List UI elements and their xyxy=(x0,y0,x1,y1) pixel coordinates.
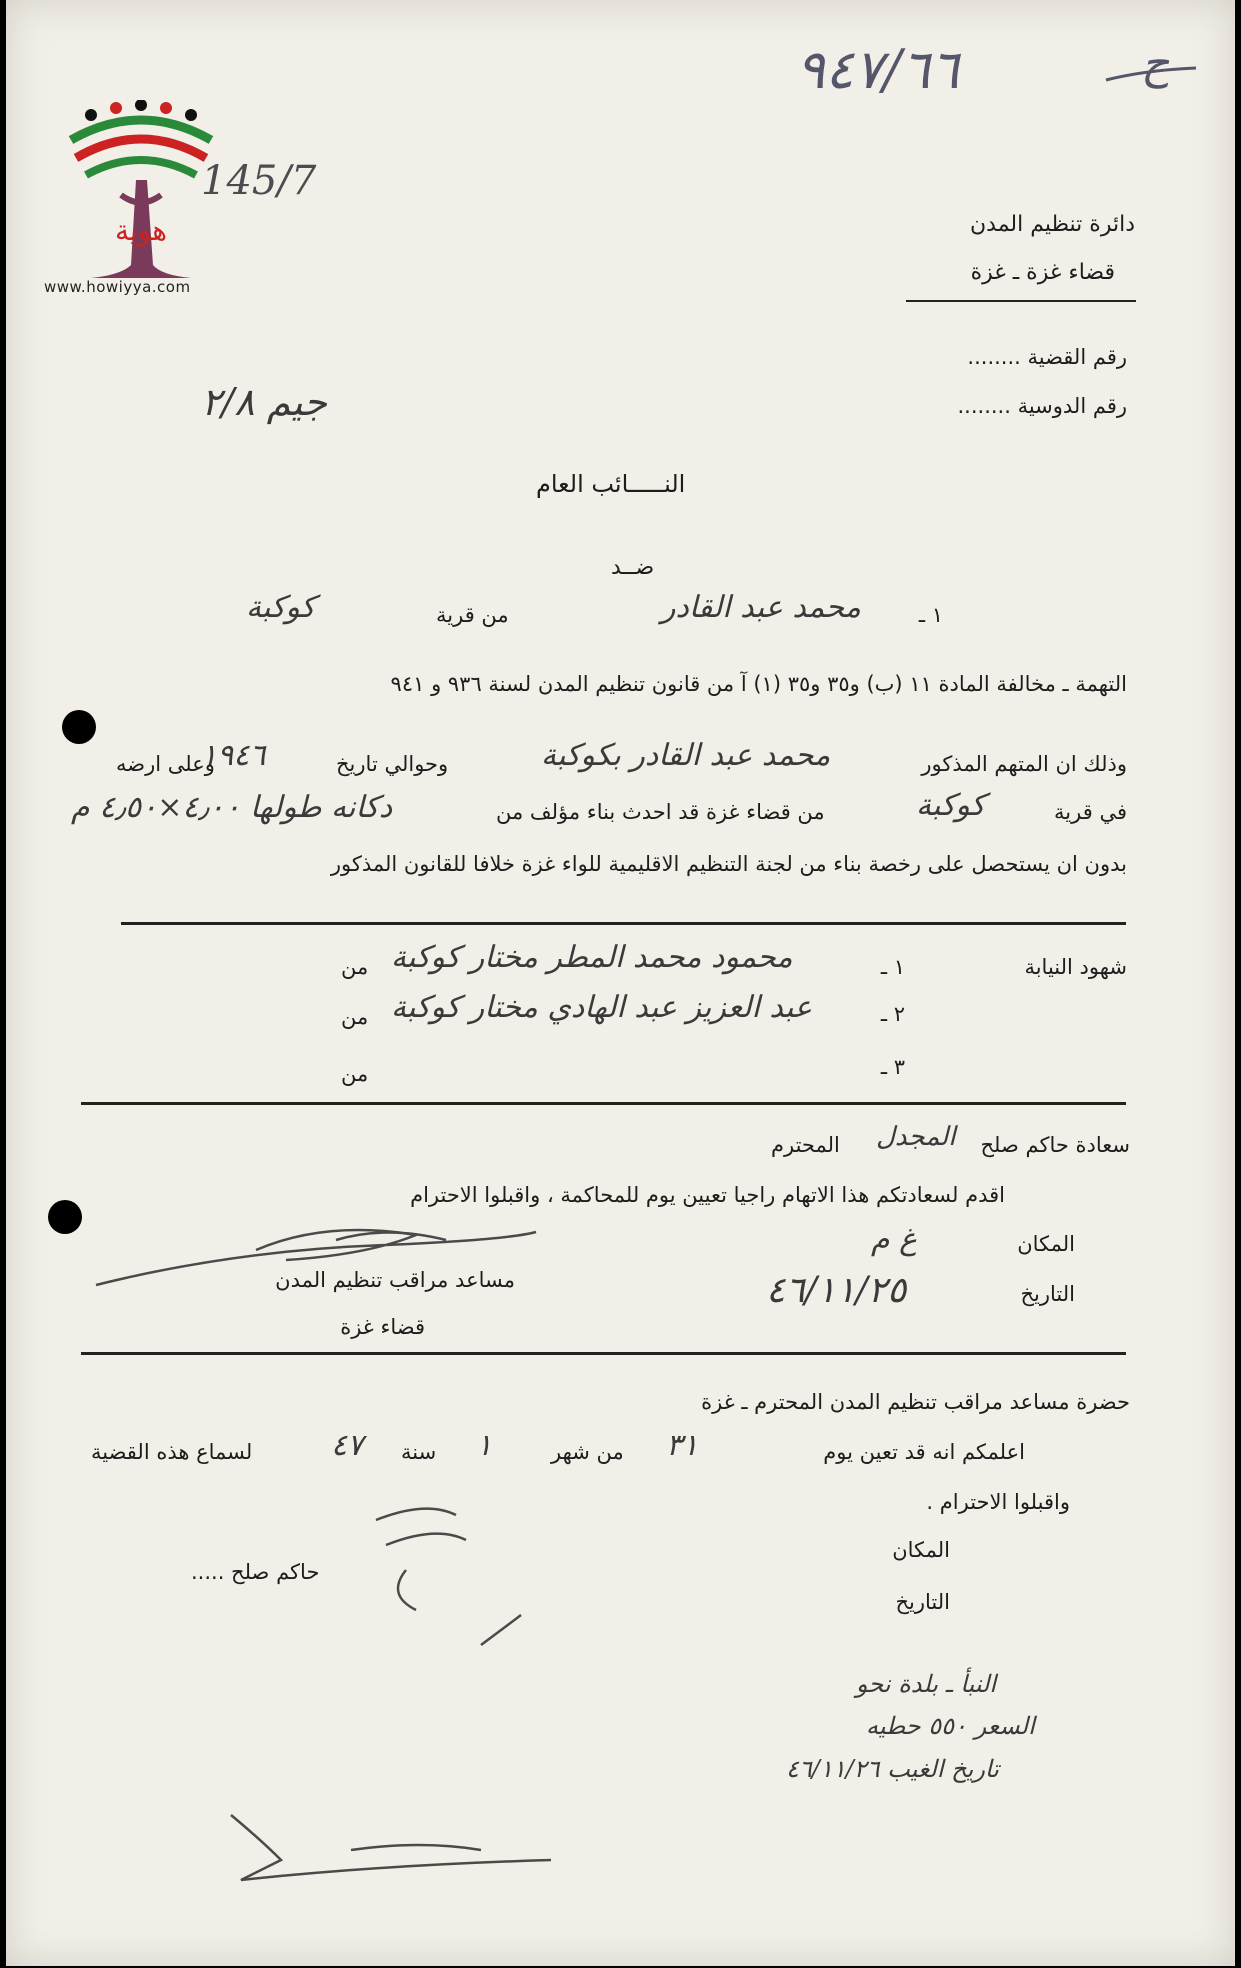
header-divider xyxy=(906,300,1136,302)
section-divider-1 xyxy=(121,922,1126,925)
reply-salutation: حضرة مساعد مراقب تنظيم المدن المحترم ـ غزة xyxy=(701,1390,1130,1414)
logo-url: www.howiyya.com xyxy=(44,278,191,296)
village-label: من قرية xyxy=(436,603,509,627)
body-year: ١٩٤٦ xyxy=(201,738,266,773)
body-building-desc: دكانه طولها ٤٫٠٠×٤٫٥٠ م xyxy=(71,790,393,825)
request-place-value: غ م xyxy=(871,1222,918,1257)
request-date-label: التاريخ xyxy=(1020,1282,1075,1306)
witness-1-number: ١ ـ xyxy=(880,955,905,979)
witness-2-from: من xyxy=(341,1005,369,1029)
witness-3-number: ٣ ـ xyxy=(880,1055,905,1079)
bottom-signature-icon xyxy=(221,1810,561,1900)
footer-note-3: تاريخ الغيب ٤٦/١١/٢٦ xyxy=(786,1755,999,1783)
body-line2-b: من قضاء غزة قد احدث بناء مؤلف من xyxy=(496,800,825,824)
district-name: قضاء غزة ـ غزة xyxy=(970,260,1115,285)
reply-regards: واقبلوا الاحترام . xyxy=(926,1490,1070,1514)
request-salutation-place: المجدل xyxy=(876,1122,956,1152)
top-reference: ٩٤٧/٦٦ xyxy=(796,38,960,101)
witness-1-from: من xyxy=(341,955,369,979)
body-accused-name: محمد عبد القادر بكوكبة xyxy=(541,738,831,773)
body-line1-b: وحوالي تاريخ xyxy=(336,752,449,776)
request-text: اقدم لسعادتكم هذا الاتهام راجيا تعيين يوم للمحاكمة ، واقبلوا الاحترام xyxy=(410,1183,1005,1207)
handwritten-note: جيم ٢/٨ xyxy=(201,380,327,424)
reply-date-label: التاريخ xyxy=(895,1590,950,1614)
reply-month-label: من شهر xyxy=(551,1440,624,1464)
footer-note-1: النبأ ـ بلدة نحو xyxy=(856,1670,997,1698)
pen-mark-icon xyxy=(476,1610,526,1650)
file-number: رقم الدوسية ........ xyxy=(957,394,1127,418)
witness-1-name: محمود محمد المطر مختار كوكبة xyxy=(391,940,793,975)
reply-year: ٤٧ xyxy=(331,1428,364,1463)
document-title: النـــــائب العام xyxy=(536,470,686,498)
body-line1-c: وعلى ارضه xyxy=(116,752,215,776)
footer-note-2: السعر ٥٥٠ حطيه xyxy=(866,1712,1035,1740)
request-salutation: سعادة حاكم صلح xyxy=(980,1133,1130,1157)
top-letter: ح xyxy=(1141,38,1170,89)
top-letter-underline xyxy=(1096,50,1206,100)
witness-3-from: من xyxy=(341,1062,369,1086)
witness-2-name: عبد العزيز عبد الهادي مختار كوكبة xyxy=(391,990,813,1025)
document-page xyxy=(6,0,1235,1966)
reply-text-b: لسماع هذه القضية xyxy=(91,1440,253,1464)
request-salutation-end: المحترم xyxy=(771,1133,840,1157)
accused-number: ١ ـ xyxy=(918,603,943,627)
request-date-value: ٤٦/١١/٢٥ xyxy=(766,1270,907,1311)
reply-day: ٣١ xyxy=(666,1428,699,1463)
logo-text: هوية xyxy=(114,214,168,247)
request-place-label: المكان xyxy=(1017,1232,1075,1256)
accused-name: محمد عبد القادر xyxy=(661,590,861,625)
judge-initials-icon xyxy=(356,1500,476,1630)
side-reference: 145/7 xyxy=(201,158,317,204)
reply-text-a: اعلمكم انه قد تعين يوم xyxy=(823,1440,1025,1464)
section-divider-2 xyxy=(81,1102,1126,1105)
reply-place-label: المكان xyxy=(892,1538,950,1562)
body-line1-a: وذلك ان المتهم المذكور xyxy=(921,752,1127,776)
body-line2-a: في قرية xyxy=(1054,800,1127,824)
request-signer: مساعد مراقب تنظيم المدن xyxy=(275,1268,515,1292)
charge-line: التهمة ـ مخالفة المادة ١١ (ب) و٣٥ و٣٥ (١) آ من قانون تنظيم المدن لسنة ٩٣٦ و ٩٤١ xyxy=(390,672,1127,696)
request-signer-district: قضاء غزة xyxy=(340,1315,425,1339)
punch-hole-top xyxy=(62,710,96,744)
accused-village: كوكبة xyxy=(246,590,316,625)
reply-year-label: سنة xyxy=(401,1440,437,1464)
section-divider-3 xyxy=(81,1352,1126,1355)
tree-icon xyxy=(71,100,211,278)
howiyya-logo xyxy=(61,100,221,300)
body-line3: بدون ان يستحصل على رخصة بناء من لجنة التنظيم الاقليمية للواء غزة خلافا للقانون المذكور xyxy=(330,852,1127,876)
witness-2-number: ٢ ـ xyxy=(880,1002,905,1026)
case-number: رقم القضية ........ xyxy=(967,345,1127,369)
punch-hole-bottom xyxy=(48,1200,82,1234)
against-label: ضــد xyxy=(611,555,655,580)
reply-judge: حاكم صلح ..... xyxy=(191,1560,320,1584)
dept-name: دائرة تنظيم المدن xyxy=(969,212,1135,237)
witnesses-label: شهود النيابة xyxy=(1024,955,1127,979)
reply-month: ١ xyxy=(476,1428,493,1463)
body-village: كوكبة xyxy=(916,788,986,823)
